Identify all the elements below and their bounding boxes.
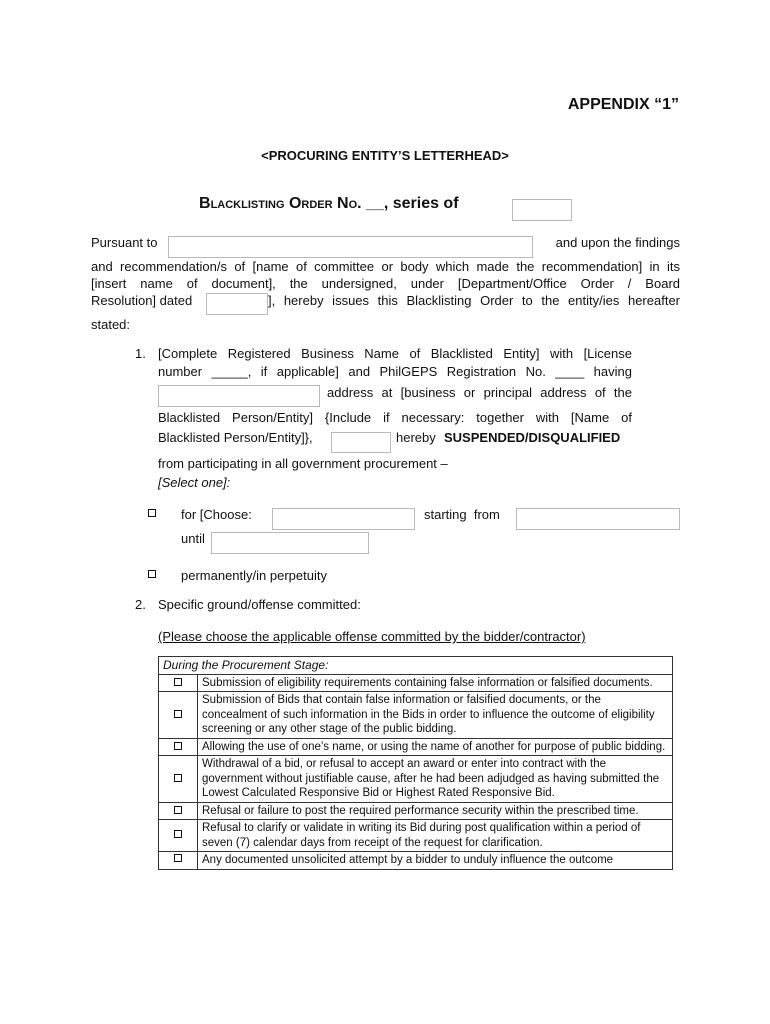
item1-line: address at [business or principal address of the xyxy=(327,385,632,400)
for-choose-label: for [Choose: xyxy=(181,507,252,522)
offense-text: Any documented unsolicited attempt by a bidder to unduly influence the outcome xyxy=(198,852,673,870)
offense-checkbox[interactable] xyxy=(174,806,182,814)
intro-line: and recommendation/s of [name of committee or body which made the recommendation] in its xyxy=(91,259,680,274)
table-row xyxy=(159,674,673,692)
offense-checkbox-cell[interactable] xyxy=(159,820,198,852)
offense-instruction: (Please choose the applicable offense committed by the bidder/contractor) xyxy=(158,629,586,644)
order-title xyxy=(199,195,459,213)
offense-checkbox[interactable] xyxy=(174,710,182,718)
intro-line: stated: xyxy=(91,317,131,332)
perpetuity-checkbox[interactable] xyxy=(148,570,156,578)
table-row xyxy=(159,738,673,756)
intro-line: ], hereby issues this Blacklisting Order to the entity/ies hereafter xyxy=(268,293,680,308)
offense-table xyxy=(158,656,673,870)
period-field[interactable] xyxy=(272,508,415,530)
table-row xyxy=(159,852,673,870)
item1-line: [Complete Registered Business Name of Blacklisted Entity] with [License xyxy=(158,346,632,361)
offense-checkbox-cell[interactable] xyxy=(159,692,198,739)
table-row xyxy=(159,756,673,803)
offense-text: Refusal or failure to post the required performance security within the prescribed time. xyxy=(198,802,673,820)
pursuant-label: Pursuant to xyxy=(91,235,158,250)
title-part: B xyxy=(199,195,211,212)
philgeps-address-field[interactable] xyxy=(158,385,320,407)
series-year-field[interactable] xyxy=(512,199,572,221)
table-row xyxy=(159,692,673,739)
item1-line: hereby xyxy=(396,430,436,445)
offense-text: Withdrawal of a bid, or refusal to accept an award or enter into contract with the government without justifiable cause, after he had been adjudged as having submitted the Lowest Calculated Responsive Bid or Highest Rated Responsive Bid. xyxy=(198,756,673,803)
offense-checkbox[interactable] xyxy=(174,774,182,782)
offense-checkbox-cell[interactable] xyxy=(159,674,198,692)
item-number: 1. xyxy=(135,346,146,361)
table-header: During the Procurement Stage: xyxy=(159,657,673,675)
item2-text: Specific ground/offense committed: xyxy=(158,597,361,612)
offense-checkbox[interactable] xyxy=(174,678,182,686)
title-part: N xyxy=(332,195,349,212)
dated-label: Resolution] dated xyxy=(91,293,193,308)
item1-line: number _____, if applicable] and PhilGEPS Registration No. ____ having xyxy=(158,364,632,379)
offense-checkbox[interactable] xyxy=(174,854,182,862)
item1-line: Blacklisted Person/Entity] {Include if necessary: together with [Name of xyxy=(158,410,632,425)
offense-text: Refusal to clarify or validate in writing its Bid during post qualification within a period of seven (7) calendar days from receipt of the request for clarification. xyxy=(198,820,673,852)
period-checkbox[interactable] xyxy=(148,509,156,517)
intro-line: [insert name of document], the undersigned, under [Department/Office Order / Board xyxy=(91,276,680,291)
perpetuity-label: permanently/in perpetuity xyxy=(181,568,327,583)
table-header-row xyxy=(159,657,673,675)
until-date-field[interactable] xyxy=(211,532,369,554)
offense-text: Submission of Bids that contain false information or falsified documents, or the concealment of such information in the Bids in order to influence the outcome of eligibility screening or any other stage of the public bidding. xyxy=(198,692,673,739)
entity-name-field[interactable] xyxy=(331,432,391,453)
starting-from-label: starting from xyxy=(424,507,500,522)
pursuant-field[interactable] xyxy=(168,236,533,258)
dated-field[interactable] xyxy=(206,293,268,315)
table-row xyxy=(159,802,673,820)
letterhead-placeholder: <PROCURING ENTITY’S LETTERHEAD> xyxy=(261,148,509,163)
offense-text: Submission of eligibility requirements containing false information or falsified documents. xyxy=(198,674,673,692)
item1-line: from participating in all government procurement – xyxy=(158,456,448,471)
appendix-heading: APPENDIX “1” xyxy=(567,96,679,113)
offense-checkbox-cell[interactable] xyxy=(159,738,198,756)
offense-checkbox-cell[interactable] xyxy=(159,852,198,870)
findings-label: and upon the findings xyxy=(555,235,680,250)
title-part: . __, series of xyxy=(357,195,459,212)
title-part: O xyxy=(284,195,302,212)
offense-checkbox[interactable] xyxy=(174,742,182,750)
select-one-label: [Select one]: xyxy=(158,475,231,490)
item1-line: Blacklisted Person/Entity]}, xyxy=(158,430,313,445)
offense-checkbox[interactable] xyxy=(174,830,182,838)
offense-checkbox-cell[interactable] xyxy=(159,756,198,803)
item-number: 2. xyxy=(135,597,146,612)
offense-checkbox-cell[interactable] xyxy=(159,802,198,820)
start-date-field[interactable] xyxy=(516,508,680,530)
title-part: lacklisting xyxy=(210,195,285,212)
suspended-label: SUSPENDED/DISQUALIFIED xyxy=(444,430,621,445)
offense-text: Allowing the use of one’s name, or using the name of another for purpose of public bidding. xyxy=(198,738,673,756)
table-row xyxy=(159,820,673,852)
until-label: until xyxy=(181,531,205,546)
title-part: rder xyxy=(301,195,333,212)
title-part: o xyxy=(348,195,358,212)
